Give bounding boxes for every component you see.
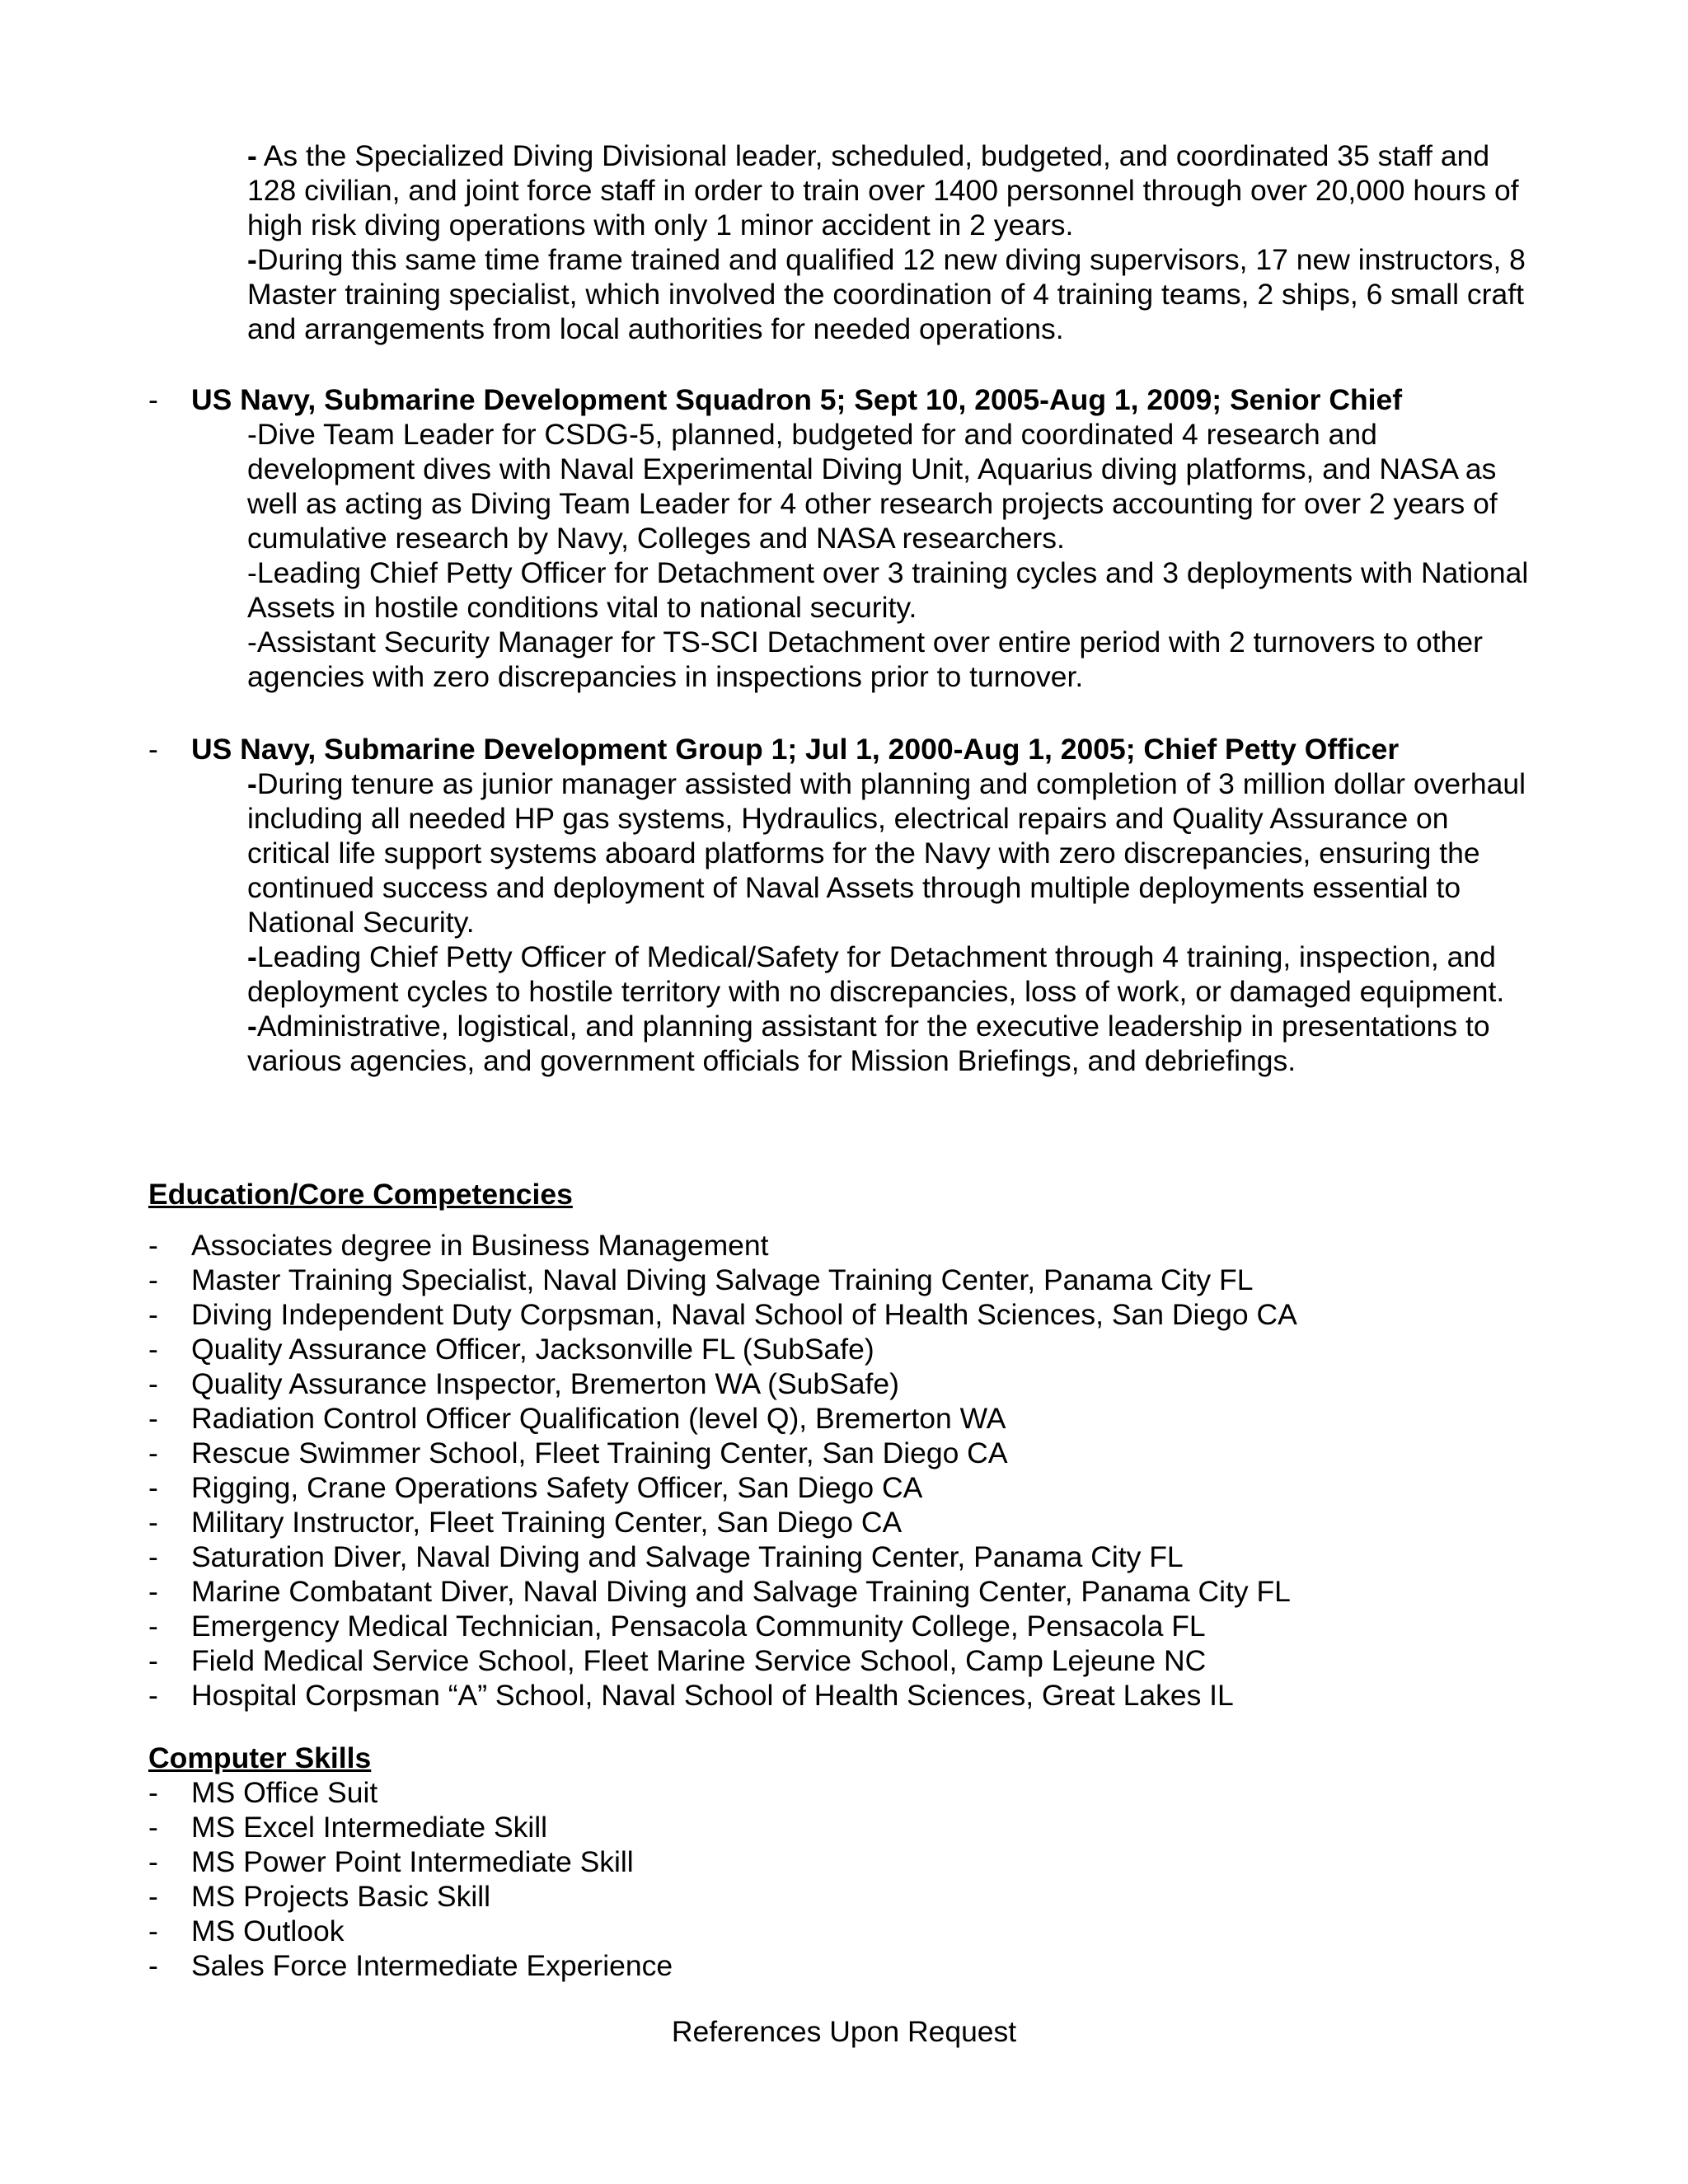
list-item-text: Rigging, Crane Operations Safety Officer, San Diego CA bbox=[191, 1471, 923, 1504]
bullet-dash: - bbox=[247, 940, 257, 973]
list-dash: - bbox=[148, 1436, 158, 1469]
list-item-text: Emergency Medical Technician, Pensacola Community College, Pensacola FL bbox=[191, 1610, 1206, 1643]
list-item-text: Hospital Corpsman “A” School, Naval School of Health Sciences, Great Lakes IL bbox=[191, 1679, 1234, 1712]
list-item bbox=[148, 1810, 673, 1844]
list-item bbox=[148, 1540, 1297, 1574]
list-item-text: Quality Assurance Officer, Jacksonville FL (SubSafe) bbox=[191, 1333, 874, 1366]
intro-section bbox=[247, 138, 1533, 346]
list-dash: - bbox=[148, 1367, 158, 1400]
list-item-text: MS Power Point Intermediate Skill bbox=[191, 1845, 634, 1878]
list-dash: - bbox=[148, 1644, 158, 1677]
list-item-text: Associates degree in Business Management bbox=[191, 1229, 769, 1262]
list-item-text: Quality Assurance Inspector, Bremerton WA (SubSafe) bbox=[191, 1367, 899, 1400]
list-dash: - bbox=[148, 1845, 158, 1878]
list-item bbox=[148, 1505, 1297, 1540]
list-dash: - bbox=[148, 1506, 158, 1539]
list-dash: - bbox=[148, 1575, 158, 1608]
list-item bbox=[148, 1948, 673, 1983]
list-item-text: Marine Combatant Diver, Naval Diving and Salvage Training Center, Panama City FL bbox=[191, 1575, 1291, 1608]
computer-skills-list bbox=[148, 1775, 673, 1983]
bullet-dash: - bbox=[247, 767, 257, 800]
list-item bbox=[148, 1401, 1297, 1436]
education-list bbox=[148, 1228, 1297, 1713]
list-item-text: Rescue Swimmer School, Fleet Training Center, San Diego CA bbox=[191, 1436, 1008, 1469]
computer-skills-title: Computer Skills bbox=[148, 1741, 372, 1774]
job-detail: -Dive Team Leader for CSDG-5, planned, budgeted for and coordinated 4 research and development dives with Naval Experimental Diving Unit, Aquarius diving platforms, and NASA as well as acting as Diving Team Leader for 4 other research projects accounting for over 2 years of cumulative research by Navy, Colleges and NASA researchers. bbox=[247, 418, 1498, 555]
list-dash: - bbox=[148, 1811, 158, 1844]
job-dash: - bbox=[148, 733, 158, 766]
list-item-text: Military Instructor, Fleet Training Center, San Diego CA bbox=[191, 1506, 903, 1539]
job-dash: - bbox=[148, 383, 158, 416]
list-dash: - bbox=[148, 1949, 158, 1982]
list-item-text: Saturation Diver, Naval Diving and Salvage Training Center, Panama City FL bbox=[191, 1540, 1184, 1573]
list-item-text: Diving Independent Duty Corpsman, Naval School of Health Sciences, San Diego CA bbox=[191, 1298, 1297, 1331]
job-detail: -Leading Chief Petty Officer for Detachment over 3 training cycles and 3 deployments with National Assets in hostile conditions vital to national security. bbox=[247, 556, 1529, 624]
intro-bullet-2 bbox=[247, 242, 1533, 346]
list-dash: - bbox=[148, 1229, 158, 1262]
list-item-text: MS Outlook bbox=[191, 1915, 345, 1947]
list-item bbox=[148, 1678, 1297, 1713]
list-item bbox=[148, 1879, 673, 1914]
list-item bbox=[148, 1844, 673, 1879]
list-item-text: Field Medical Service School, Fleet Marine Service School, Camp Lejeune NC bbox=[191, 1644, 1207, 1677]
bullet-dash: - bbox=[247, 139, 257, 172]
list-dash: - bbox=[148, 1298, 158, 1331]
job-details bbox=[247, 766, 1533, 1078]
list-item-text: Master Training Specialist, Naval Diving Salvage Training Center, Panama City FL bbox=[191, 1263, 1254, 1296]
list-dash: - bbox=[148, 1333, 158, 1366]
list-item bbox=[148, 1263, 1297, 1297]
intro-bullet-2-text: During this same time frame trained and qualified 12 new diving supervisors, 17 new instructors, 8 Master training specialist, which involved the coordination of 4 training teams, 2 ships, 6 small craft and arrangements from local authorities for needed operations. bbox=[247, 243, 1526, 345]
education-title: Education/Core Competencies bbox=[148, 1178, 573, 1211]
job-detail bbox=[247, 940, 1533, 1009]
list-item-text: Radiation Control Officer Qualification (level Q), Bremerton WA bbox=[191, 1402, 1006, 1435]
list-dash: - bbox=[148, 1776, 158, 1809]
list-item bbox=[148, 1643, 1297, 1678]
job-heading: US Navy, Submarine Development Squadron 5; Sept 10, 2005-Aug 1, 2009; Senior Chief bbox=[191, 383, 1403, 416]
list-item bbox=[148, 1609, 1297, 1643]
list-dash: - bbox=[148, 1880, 158, 1913]
list-item bbox=[148, 1366, 1297, 1401]
list-dash: - bbox=[148, 1263, 158, 1296]
list-item-text: MS Projects Basic Skill bbox=[191, 1880, 490, 1913]
job-detail-text: Administrative, logistical, and planning assistant for the executive leadership in presentations to various agencies, and government officials for Mission Briefings, and debriefings. bbox=[247, 1010, 1490, 1077]
references-note: References Upon Request bbox=[671, 2015, 1017, 2048]
job-detail bbox=[247, 1009, 1533, 1078]
list-item-text: Sales Force Intermediate Experience bbox=[191, 1949, 673, 1982]
list-item bbox=[148, 1297, 1297, 1332]
list-dash: - bbox=[148, 1610, 158, 1643]
list-item-text: MS Excel Intermediate Skill bbox=[191, 1811, 548, 1844]
bullet-dash: - bbox=[247, 243, 257, 276]
job-details bbox=[247, 417, 1533, 694]
job-heading: US Navy, Submarine Development Group 1; Jul 1, 2000-Aug 1, 2005; Chief Petty Officer bbox=[191, 733, 1400, 766]
job-detail-text: During tenure as junior manager assisted with planning and completion of 3 million dollar overhaul including all needed HP gas systems, Hydraulics, electrical repairs and Quality Assurance on critical life support systems aboard platforms for the Navy with zero discrepancies, ensuring the continued success and deployment of Naval Assets through multiple deployments essential to National Security. bbox=[247, 767, 1526, 939]
list-item bbox=[148, 1470, 1297, 1505]
list-dash: - bbox=[148, 1402, 158, 1435]
list-dash: - bbox=[148, 1679, 158, 1712]
list-item bbox=[148, 1436, 1297, 1470]
list-dash: - bbox=[148, 1540, 158, 1573]
job-detail bbox=[247, 766, 1533, 940]
list-dash: - bbox=[148, 1915, 158, 1947]
list-item bbox=[148, 1775, 673, 1810]
list-item bbox=[148, 1228, 1297, 1263]
job-detail: -Assistant Security Manager for TS-SCI Detachment over entire period with 2 turnovers to other agencies with zero discrepancies in inspections prior to turnover. bbox=[247, 626, 1483, 693]
intro-bullet-1-text: As the Specialized Diving Divisional leader, scheduled, budgeted, and coordinated 35 staff and 128 civilian, and joint force staff in order to train over 1400 personnel through over 20,000 hours of high risk diving operations with only 1 minor accident in 2 years. bbox=[247, 139, 1519, 241]
intro-bullet-1 bbox=[247, 138, 1533, 242]
list-item bbox=[148, 1574, 1297, 1609]
list-dash: - bbox=[148, 1471, 158, 1504]
bullet-dash: - bbox=[247, 1010, 257, 1043]
job-detail-text: Leading Chief Petty Officer of Medical/Safety for Detachment through 4 training, inspection, and deployment cycles to hostile territory with no discrepancies, loss of work, or damaged equipment. bbox=[247, 940, 1505, 1008]
list-item bbox=[148, 1914, 673, 1948]
list-item-text: MS Office Suit bbox=[191, 1776, 378, 1809]
list-item bbox=[148, 1332, 1297, 1366]
